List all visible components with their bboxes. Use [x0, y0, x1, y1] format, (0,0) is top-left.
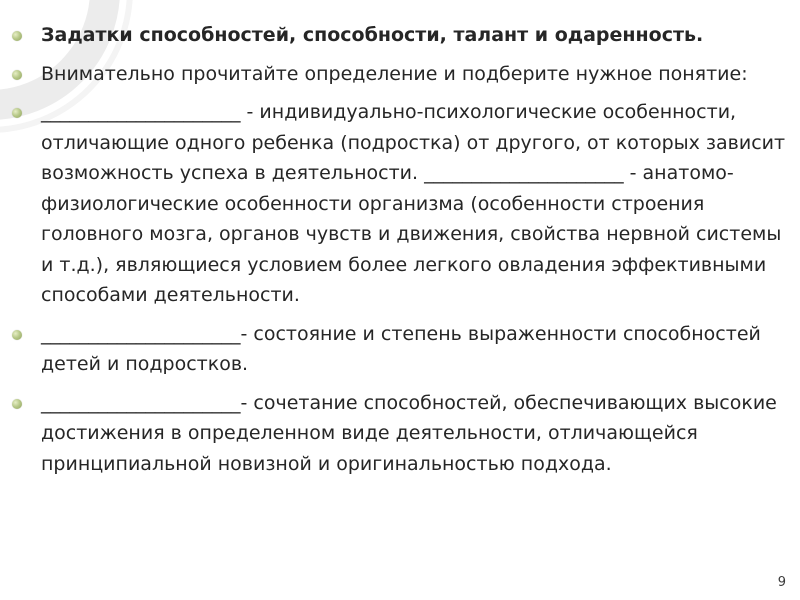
- bullet-item-definitions: [0, 97, 800, 311]
- bullet-dot-icon: [12, 330, 22, 340]
- bullet-dot-icon: [12, 399, 22, 409]
- bullet-item-title: [0, 20, 800, 51]
- slide-number: 9: [777, 575, 786, 590]
- bullet-text: _____________________ - индивидуально-психологические особенности, отличающие одного ребенка (подростка) от другого, от которых зависит возможность успеха в деятельности. _____________________ - анатомо-физиологические особенности организма (особенности строения головного мозга, органов чувств и движения, свойства нервной системы и т.д.), являющиеся условием более легкого овладения эффективными способами деятельности.: [41, 101, 792, 306]
- bullet-text: Внимательно прочитайте определение и подберите нужное понятие:: [41, 62, 748, 85]
- bullet-dot-icon: [12, 108, 22, 118]
- bullet-list: [0, 20, 800, 479]
- bullet-text: _____________________- состояние и степень выраженности способностей детей и подростков.: [41, 322, 767, 375]
- bullet-text: _____________________- сочетание способностей, обеспечивающих высокие достижения в определенном виде деятельности, отличающейся принципиальной новизной и оригинальностью подхода.: [41, 391, 783, 475]
- bullet-item-instruction: [0, 59, 800, 90]
- bullet-dot-icon: [12, 70, 22, 80]
- bullet-item-definition-state: [0, 319, 800, 380]
- bullet-item-definition-combination: [0, 388, 800, 480]
- bullet-dot-icon: [12, 31, 22, 41]
- bullet-text: Задатки способностей, способности, талант и одаренность.: [41, 24, 704, 46]
